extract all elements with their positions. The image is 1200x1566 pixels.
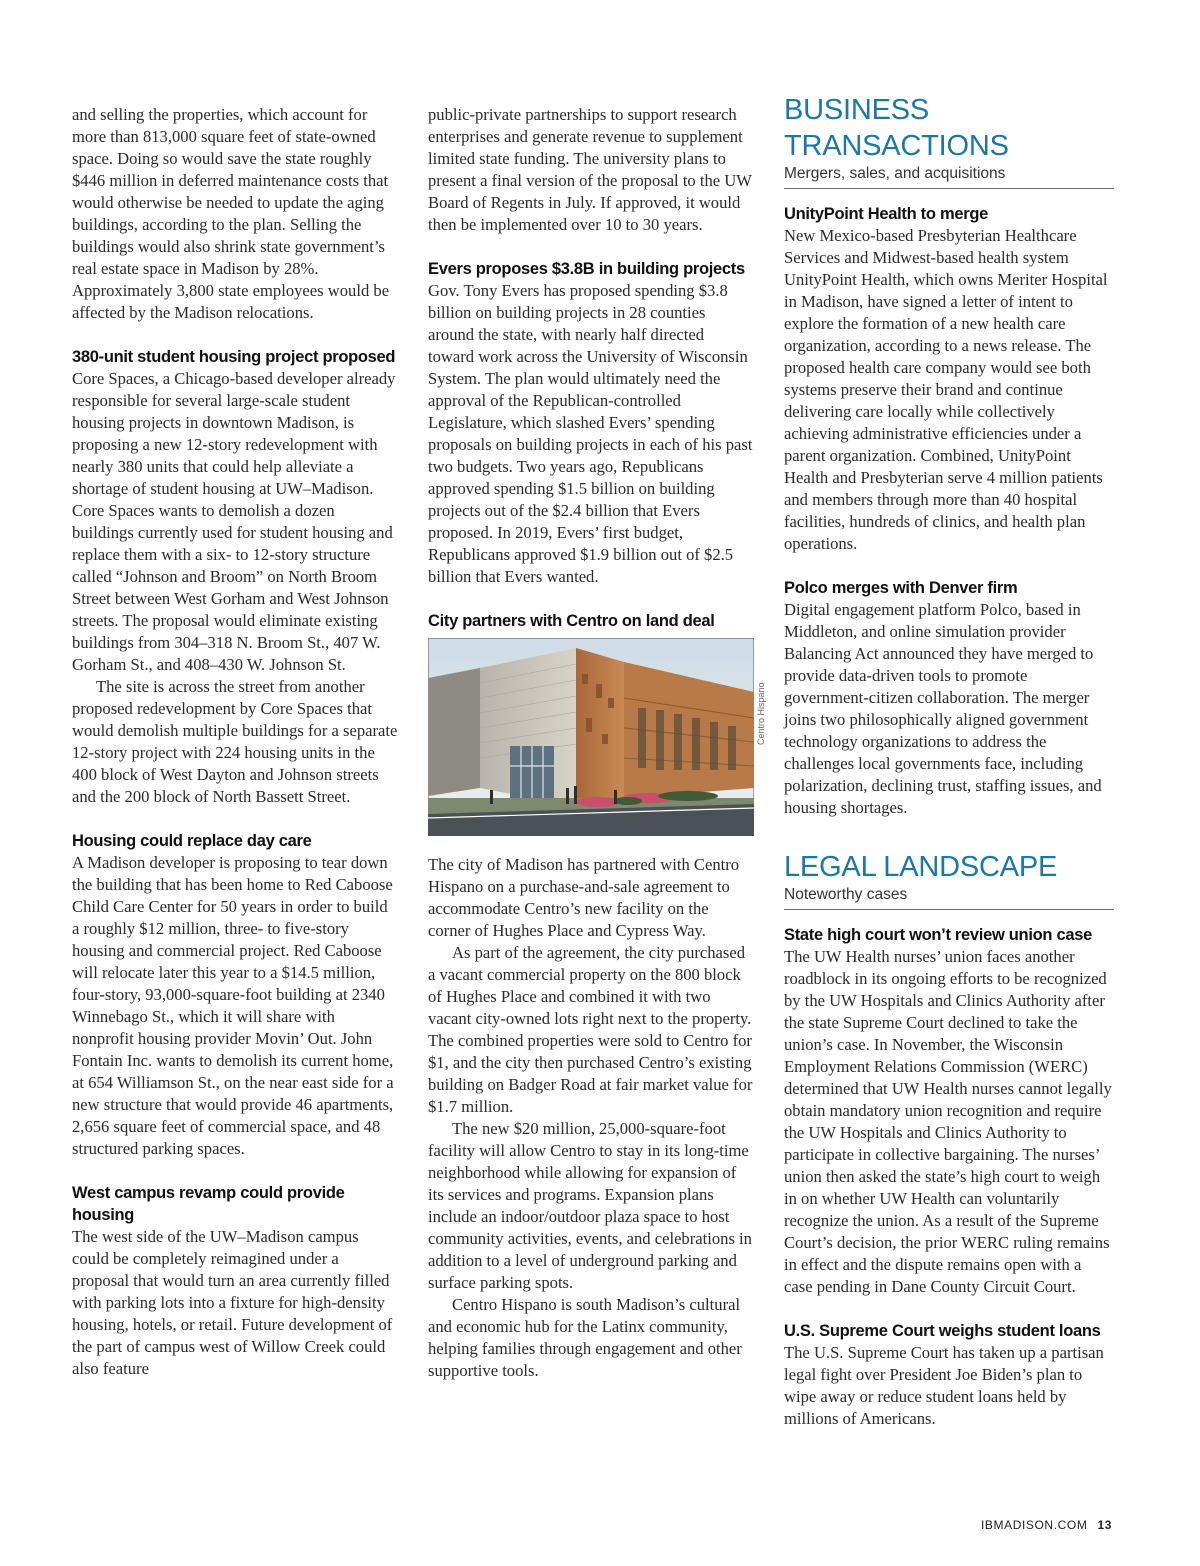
section-subtitle-noteworthy: Noteworthy cases bbox=[784, 885, 1114, 910]
headline-evers-building: Evers proposes $3.8B in building projects bbox=[428, 260, 745, 278]
page-number: 13 bbox=[1097, 1518, 1112, 1532]
section-title-legal-landscape: LEGAL LANDSCAPE bbox=[784, 851, 1058, 883]
student-loans-paragraph: The U.S. Supreme Court has taken up a partisan legal fight over President Joe Biden’s plan to wipe away or reduce student loans held by millions of Americans. bbox=[784, 1343, 1104, 1428]
headline-polco: Polco merges with Denver firm bbox=[784, 579, 1018, 597]
headline-student-housing: 380-unit student housing project proposed bbox=[72, 348, 396, 366]
evers-paragraph: Gov. Tony Evers has proposed spending $3.8 billion on building projects in 28 counties around the state, with nearly half directed toward work across the University of Wisconsin System. The plan would ultimately need the approval of the Republican-controlled Legislature, which slashed Evers’ spending proposals on building projects in each of his past two budgets. Two years ago, Republicans approved spending $1.5 billion on building projects out of the $2.4 billion that Evers proposed. In 2019, Evers’ first budget, Republicans approved $1.9 billion out of $2.5 billion that Evers wanted. bbox=[428, 281, 753, 586]
west-campus-paragraph: The west side of the UW–Madison campus could be completely reimagined under a proposal that would turn an area currently filled with parking lots into a fixture for high-density housing, hotels, or retail. Future development of the part of campus west of Willow Creek could also feature bbox=[72, 1227, 393, 1378]
headline-union-case: State high court won’t review union case bbox=[784, 926, 1092, 944]
column-1 bbox=[72, 104, 398, 1380]
intro-paragraph: and selling the properties, which account for more than 813,000 square feet of state-owned space. Doing so would save the state roughly $446 million in deferred maintenance costs that would otherwise be needed to update the aging buildings, according to the plan. Selling the buildings would also shrink state government’s real estate space in Madison by 28%. Approximately 3,800 state employees would be affected by the Madison relocations. bbox=[72, 105, 390, 322]
day-care-paragraph: A Madison developer is proposing to tear down the building that has been home to Red Caboose Child Care Center for 50 years in order to build a roughly $12 million, three- to five-story housing and commercial project. Red Caboose will relocate later this year to a $14.5 million, four-story, 93,000-square-foot building at 2340 Winnebago St., which it will share with nonprofit housing provider Movin’ Out. John Fontain Inc. wants to demolish its current home, at 654 Williamson St., on the near east side for a new structure that would provide 46 apartments, 2,656 square feet of commercial space, and 48 structured parking spaces. bbox=[72, 853, 394, 1158]
continued-paragraph: public-private partnerships to support research enterprises and generate revenue to supplement limited state funding. The university plans to present a final version of the proposal to the UW Board of Regents in July. If approved, it would then be implemented over 10 to 30 years. bbox=[428, 105, 752, 234]
headline-unitypoint: UnityPoint Health to merge bbox=[784, 205, 988, 223]
page-footer bbox=[981, 1518, 1112, 1532]
student-housing-paragraph-2: The site is across the street from another proposed redevelopment by Core Spaces that would demolish multiple buildings for a separate 12-story project with 224 housing units in the 400 block of West Dayton and Johnson streets and the 200 block of North Bassett Street. bbox=[72, 677, 398, 806]
photo-credit: Centro Hispano bbox=[756, 682, 766, 745]
union-case-paragraph: The UW Health nurses’ union faces another roadblock in its ongoing efforts to be recognized by the UW Hospitals and Clinics Authority after the state Supreme Court declined to take the union’s case. In November, the Wisconsin Employment Relations Commission (WERC) determined that UW Health nurses cannot legally obtain mandatory union recognition and require the UW Hospitals and Clinics Authority to participate in collective bargaining. The nurses’ union then asked the state’s high court to weigh in on whether UW Health can voluntarily recognize the union. As a result of the Supreme Court’s decision, the prior WERC ruling remains in effect and the dispute remains open with a case pending in Dane County Circuit Court. bbox=[784, 947, 1112, 1296]
column-2 bbox=[428, 104, 766, 1382]
student-housing-paragraph-1: Core Spaces, a Chicago-based developer already responsible for several large-scale student housing projects in downtown Madison, is proposing a new 12-story redevelopment with nearly 380 units that could help alleviate a shortage of student housing at UW–Madison. Core Spaces wants to demolish a dozen buildings currently used for student housing and replace them with a six- to 12-story structure called “Johnson and Broom” on North Broom Street between West Gorham and West Johnson streets. The proposal would eliminate existing buildings from 304–318 N. Broom St., 407 W. Gorham St., and 408–430 W. Johnson St. bbox=[72, 369, 396, 674]
column-3 bbox=[784, 92, 1114, 1430]
polco-paragraph: Digital engagement platform Polco, based in Middleton, and online simulation provider Balancing Act announced they have merged to provide data-driven tools to promote government-citizen collaboration. The merger joins two philosophically aligned government technology organizations to address the challenges local governments face, including polarization, declining trust, staffing issues, and housing shortages. bbox=[784, 600, 1102, 817]
building-rendering-image bbox=[428, 638, 754, 836]
section-title-business-transactions: BUSINESS TRANSACTIONS bbox=[784, 94, 1009, 162]
headline-student-loans: U.S. Supreme Court weighs student loans bbox=[784, 1322, 1101, 1340]
centro-paragraph-4: Centro Hispano is south Madison’s cultural and economic hub for the Latinx community, helping families through engagement and other supportive tools. bbox=[428, 1295, 742, 1380]
centro-paragraph-2: As part of the agreement, the city purchased a vacant commercial property on the 800 block of Hughes Place and combined it with two vacant city-owned lots right next to the property. The combined properties were sold to Centro for $1, and the city then purchased Centro’s existing building on Badger Road at fair market value for $1.7 million. bbox=[428, 943, 753, 1116]
headline-west-campus: West campus revamp could provide housing bbox=[72, 1184, 345, 1224]
headline-centro-land-deal: City partners with Centro on land deal bbox=[428, 612, 715, 630]
section-subtitle-mergers: Mergers, sales, and acquisitions bbox=[784, 164, 1114, 189]
unitypoint-paragraph: New Mexico-based Presbyterian Healthcare Services and Midwest-based health system UnityPoint Health, which owns Meriter Hospital in Madison, have signed a letter of intent to explore the formation of a new health care organization, according to a news release. The proposed health care company would see both systems preserve their brand and continue delivering care locally while collectively achieving administrative efficiencies under a parent organization. Combined, UnityPoint Health and Presbyterian serve 4 million patients and members through more than 40 hospital facilities, hundreds of clinics, and health plan operations. bbox=[784, 226, 1108, 553]
centro-paragraph-3: The new $20 million, 25,000-square-foot facility will allow Centro to stay in its long-time neighborhood while allowing for expansion of its services and programs. Expansion plans include an indoor/outdoor plaza space to host community activities, events, and celebrations in addition to a level of underground parking and surface parking spots. bbox=[428, 1119, 752, 1292]
centro-paragraph-1: The city of Madison has partnered with Centro Hispano on a purchase-and-sale agreement to accommodate Centro’s new facility on the corner of Hughes Place and Cypress Way. bbox=[428, 855, 740, 940]
centro-building-photo bbox=[428, 638, 766, 836]
headline-day-care: Housing could replace day care bbox=[72, 832, 312, 850]
footer-site: IBMADISON.COM bbox=[980, 1518, 1088, 1532]
